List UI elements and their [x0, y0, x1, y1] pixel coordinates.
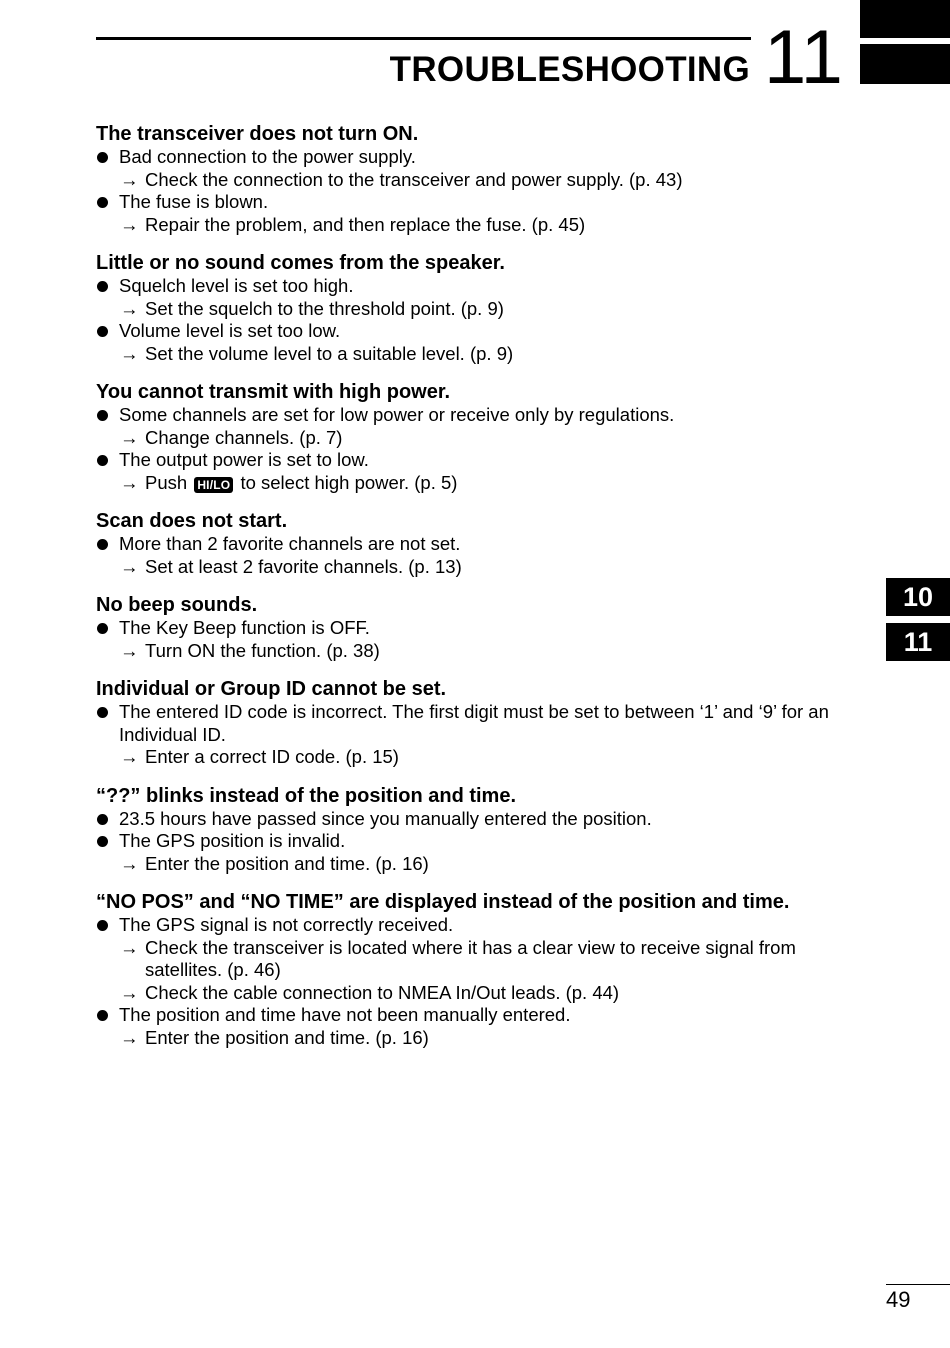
cause-text: The fuse is blown. [119, 191, 269, 212]
cause-item [96, 1004, 866, 1027]
cause-item [96, 533, 866, 556]
arrow-icon: → [120, 639, 139, 661]
trouble-section [96, 509, 866, 578]
trouble-section [96, 593, 866, 662]
trouble-section [96, 784, 866, 876]
cause-item [96, 404, 866, 427]
remedy-item [96, 169, 866, 192]
arrow-icon: → [120, 981, 139, 1003]
arrow-icon: → [120, 746, 139, 767]
cause-item [96, 275, 866, 298]
cause-text: The output power is set to low. [119, 449, 369, 470]
remedy-item [96, 937, 866, 982]
arrow-icon: → [120, 555, 139, 577]
remedy-item [96, 1027, 866, 1050]
cause-item [96, 617, 866, 640]
cause-item [96, 191, 866, 214]
bullet-dot-icon [97, 836, 108, 847]
section-title: “??” blinks instead of the position and time. [96, 784, 517, 807]
page-number: 49 [886, 1287, 911, 1312]
remedy-text-after: to select high power. (p. 5) [240, 471, 458, 493]
remedy-text: Enter the position and time. (p. 16) [145, 852, 429, 874]
remedy-item [96, 982, 866, 1005]
trouble-section [96, 122, 866, 236]
arrow-icon: → [120, 297, 139, 319]
remedy-text-before: Push [145, 471, 188, 493]
arrow-icon: → [120, 852, 139, 874]
section-title: “NO POS” and “NO TIME” are displayed instead of the position and time. [96, 891, 790, 913]
cause-item [96, 830, 866, 853]
remedy-text: Set the volume level to a suitable level. (p. 9) [145, 342, 514, 364]
remedy-text: Enter a correct ID code. (p. 15) [145, 746, 399, 767]
arrow-icon: → [120, 342, 139, 364]
arrow-icon: → [120, 426, 139, 448]
bullet-dot-icon [97, 281, 108, 292]
page-title: TROUBLESHOOTING [389, 50, 750, 89]
cause-text: 23.5 hours have passed since you manually entered the position. [119, 807, 652, 829]
bullet-dot-icon [97, 455, 108, 466]
bullet-dot-icon [97, 539, 108, 550]
hi-lo-key-icon: HI/LO [194, 477, 233, 493]
header-rule [96, 37, 751, 40]
bullet-dot-icon [97, 197, 108, 208]
remedy-text: Change channels. (p. 7) [145, 426, 343, 448]
arrow-icon: → [120, 213, 139, 235]
bullet-dot-icon [97, 326, 108, 337]
cause-text: Squelch level is set too high. [119, 275, 354, 296]
remedy-item [96, 298, 866, 321]
remedy-text: Enter the position and time. (p. 16) [145, 1026, 429, 1048]
remedy-item [96, 427, 866, 450]
section-title: You cannot transmit with high power. [96, 381, 451, 403]
side-tab-11[interactable]: 11 [886, 623, 950, 661]
cause-text: The Key Beep function is OFF. [119, 617, 370, 638]
section-title: No beep sounds. [96, 594, 258, 616]
bullet-dot-icon [97, 1010, 108, 1021]
cause-text: The position and time have not been manually entered. [119, 1004, 571, 1025]
cause-text: The entered ID code is incorrect. The first digit must be set to between ‘1’ and ‘9’ for an Individual ID. [119, 701, 829, 745]
arrow-icon: → [120, 168, 139, 190]
trouble-section [96, 677, 866, 769]
remedy-item [96, 214, 866, 237]
remedy-item [96, 556, 866, 579]
remedy-text: Turn ON the function. (p. 38) [145, 639, 380, 661]
arrow-icon: → [120, 1026, 139, 1048]
cause-text: Bad connection to the power supply. [119, 146, 416, 167]
side-tab-10[interactable]: 10 [886, 578, 950, 616]
remedy-text: Check the transceiver is located where it has a clear view to receive signal from satellites. (p. 46) [145, 936, 796, 980]
cause-item [96, 808, 866, 831]
cause-item [96, 701, 866, 746]
section-title: The transceiver does not turn ON. [96, 123, 419, 145]
cause-text: Some channels are set for low power or receive only by regulations. [119, 404, 675, 425]
cause-item [96, 320, 866, 343]
cause-text: The GPS position is invalid. [119, 830, 346, 851]
cause-item [96, 146, 866, 169]
trouble-section [96, 251, 866, 365]
bullet-dot-icon [97, 410, 108, 421]
section-title: Little or no sound comes from the speaker. [96, 252, 505, 274]
remedy-text: Set at least 2 favorite channels. (p. 13) [145, 555, 462, 577]
trouble-section [96, 380, 866, 494]
corner-bar-top [860, 0, 950, 38]
remedy-item [96, 853, 866, 876]
remedy-text: Check the connection to the transceiver and power supply. (p. 43) [145, 168, 683, 190]
remedy-item [96, 746, 866, 769]
cause-text: More than 2 favorite channels are not set. [119, 533, 461, 554]
corner-bar-bottom [860, 44, 950, 84]
bullet-dot-icon [97, 623, 108, 634]
remedy-item [96, 640, 866, 663]
arrow-icon: → [120, 471, 139, 493]
troubleshooting-list [96, 122, 866, 1064]
section-title: Scan does not start. [96, 510, 288, 532]
trouble-section [96, 890, 866, 1049]
remedy-item [96, 343, 866, 366]
chapter-number: 11 [764, 15, 843, 100]
remedy-text: Check the cable connection to NMEA In/Out leads. (p. 44) [145, 981, 620, 1003]
bullet-dot-icon [97, 920, 108, 931]
remedy-text: Repair the problem, and then replace the fuse. (p. 45) [145, 213, 586, 235]
bullet-dot-icon [97, 814, 108, 825]
cause-item [96, 449, 866, 472]
cause-text: The GPS signal is not correctly received. [119, 914, 454, 935]
cause-item [96, 914, 866, 937]
remedy-text: Set the squelch to the threshold point. (p. 9) [145, 297, 504, 319]
bullet-dot-icon [97, 707, 108, 718]
bullet-dot-icon [97, 152, 108, 163]
footer-rule [886, 1284, 950, 1285]
remedy-item [96, 472, 866, 495]
cause-text: Volume level is set too low. [119, 320, 341, 341]
arrow-icon: → [120, 936, 139, 958]
section-title: Individual or Group ID cannot be set. [96, 678, 447, 700]
